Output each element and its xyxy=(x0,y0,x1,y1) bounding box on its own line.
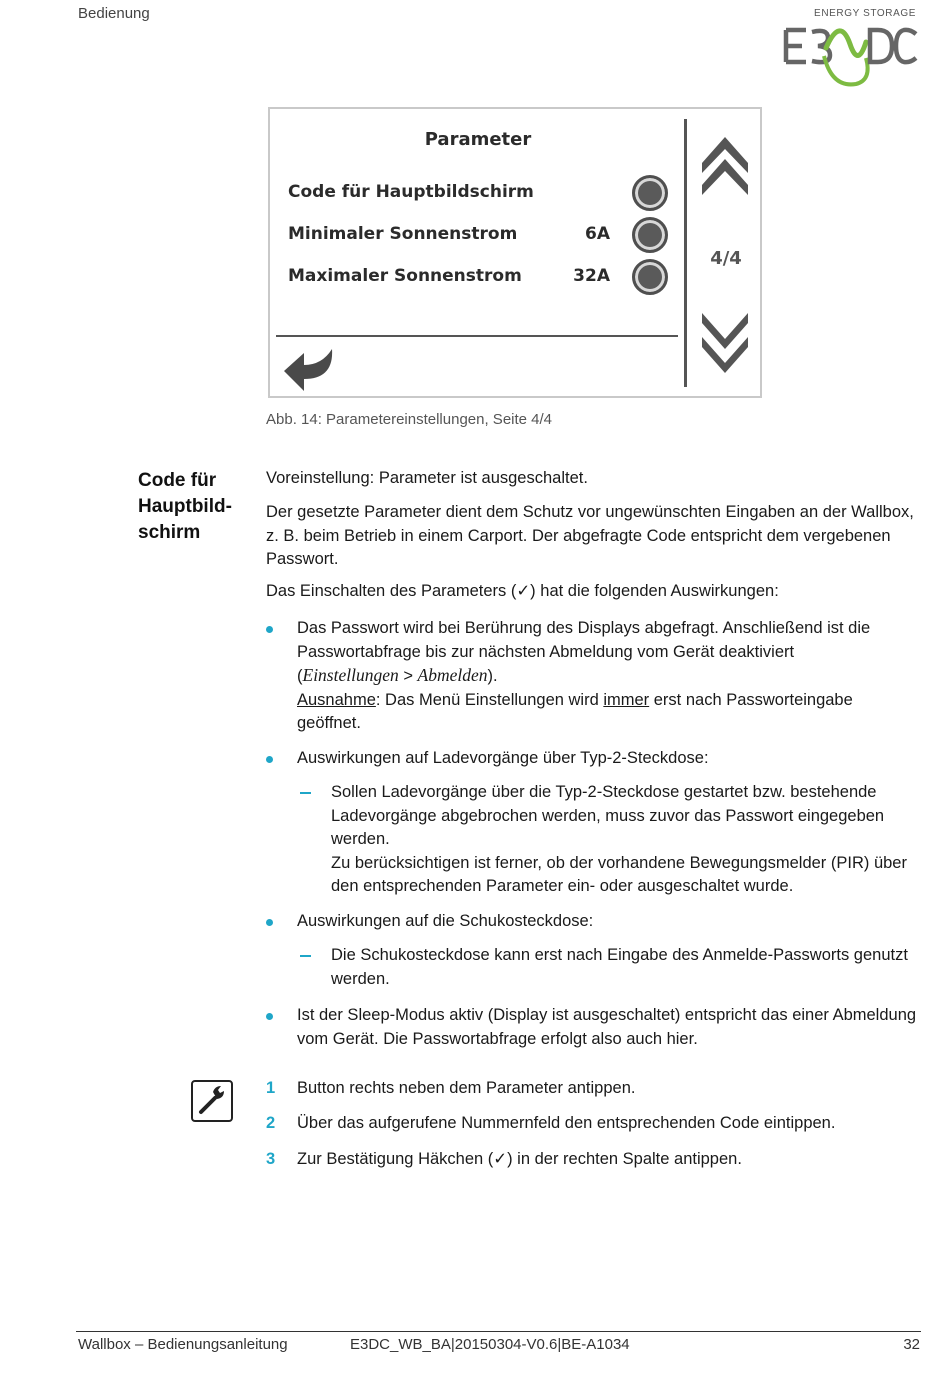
exception-text-end: erst nach Passworteingabe geöffnet. xyxy=(297,690,853,732)
dash-marker xyxy=(300,792,311,794)
bullet-item-password-prompt xyxy=(297,617,917,736)
side-heading-line: Code für xyxy=(138,470,217,491)
figure-caption: Abb. 14: Parametereinstellungen, Seite 4/4 xyxy=(266,411,553,428)
page-down-icon[interactable] xyxy=(698,309,752,379)
exception-emphasis: immer xyxy=(603,690,650,709)
bullet-item-sleep-mode xyxy=(297,1004,917,1051)
logo-tagline: ENERGY STORAGE xyxy=(814,8,916,19)
page-number: 32 xyxy=(903,1336,920,1353)
footer-document-id: E3DC_WB_BA|20150304-V0.6|BE-A1034 xyxy=(350,1336,630,1353)
step-number: 3 xyxy=(266,1150,276,1168)
bullet-item-schuko-socket xyxy=(297,910,917,934)
wrench-icon xyxy=(191,1080,233,1122)
wrench-glyph xyxy=(193,1082,230,1119)
side-heading-line: schirm xyxy=(138,522,201,543)
bullet-text: Ist der Sleep-Modus aktiv (Display ist ausgeschaltet) entspricht das einer Abmeldung vom Gerät. Die Passwortabfrage erfolgt also auch hier. xyxy=(297,1006,917,1048)
bullet-dot xyxy=(266,756,273,763)
parameter-row-min-current xyxy=(288,217,668,251)
screen-divider xyxy=(276,335,678,337)
side-heading xyxy=(138,468,258,546)
sub-item-text: Sollen Ladevorgänge über die Typ-2-Steckdose gestartet bzw. bestehende Ladevorgänge abgebrochen werden, muss zuvor das Passwort eingegeben werden. xyxy=(331,783,885,848)
bullet-item-type2-socket xyxy=(297,747,917,771)
close-paren: ). xyxy=(487,667,498,685)
sub-item-text-pir: Zu berücksichtigen ist ferner, ob der vorhandene Bewegungsmelder (PIR) über den entsprechenden Parameter ein- oder ausgeschaltet wurde. xyxy=(331,853,907,895)
step-item xyxy=(266,1112,917,1136)
step-text: Button rechts neben dem Parameter antippen. xyxy=(297,1079,636,1097)
bullet-text: Das Passwort wird bei Berührung des Displays abgefragt. Anschließend ist die Passwortabfrage bis zur nächsten Abmeldung vom Gerät deaktiviert xyxy=(297,619,871,661)
toggle-button-code[interactable] xyxy=(632,175,668,211)
toggle-button-max-current[interactable] xyxy=(632,259,668,295)
screen-vertical-divider xyxy=(684,119,687,387)
step-text: Über das aufgerufene Nummernfeld den entsprechenden Code eintippen. xyxy=(297,1114,836,1132)
logo-graphic xyxy=(780,8,920,92)
sub-item-text: Die Schukosteckdose kann erst nach Eingabe des Anmelde-Passworts genutzt werden. xyxy=(331,946,908,988)
e3dc-logo xyxy=(780,8,920,92)
bullet-text: Auswirkungen auf die Schukosteckdose: xyxy=(297,912,594,930)
bullet-text: Auswirkungen auf Ladevorgänge über Typ-2-Steckdose: xyxy=(297,749,709,767)
step-item xyxy=(266,1148,917,1172)
open-paren: ( xyxy=(297,667,303,685)
sub-item-type2-password xyxy=(331,781,921,899)
paragraph-effects-intro: Das Einschalten des Parameters (✓) hat die folgenden Auswirkungen: xyxy=(266,582,779,600)
parameter-screen-figure xyxy=(268,107,762,398)
sub-item-schuko-password xyxy=(331,944,921,991)
footer-document-title: Wallbox – Bedienungsanleitung xyxy=(78,1336,288,1353)
menu-path-settings: Einstellungen xyxy=(302,665,399,685)
back-arrow-icon[interactable] xyxy=(282,345,338,393)
parameter-label: Maximaler Sonnenstrom xyxy=(288,266,522,286)
paragraph-purpose: Der gesetzte Parameter dient dem Schutz vor ungewünschten Eingaben an der Wallbox, z. B. beim Betrieb in einem Carport. Der abgefragte Code entspricht dem vergebenen Passwort. xyxy=(266,503,914,568)
menu-path-logout: Abmelden xyxy=(417,665,488,685)
screen-title: Parameter xyxy=(424,129,532,150)
side-heading-line: Hauptbild- xyxy=(138,496,232,517)
bullet-dot xyxy=(266,1013,273,1020)
toggle-button-min-current[interactable] xyxy=(632,217,668,253)
step-number: 1 xyxy=(266,1079,276,1097)
parameter-label: Code für Hauptbildschirm xyxy=(288,182,534,202)
footer-rule xyxy=(76,1331,921,1332)
parameter-row-max-current xyxy=(288,259,668,293)
dash-marker xyxy=(300,955,311,957)
parameter-row-code xyxy=(288,175,668,209)
parameter-value: 6A xyxy=(585,224,610,244)
page-indicator: 4/4 xyxy=(710,248,742,269)
bullet-dot xyxy=(266,626,273,633)
step-text: Zur Bestätigung Häkchen (✓) in der rechten Spalte antippen. xyxy=(297,1150,742,1168)
exception-label: Ausnahme xyxy=(297,690,376,709)
parameter-label: Minimaler Sonnenstrom xyxy=(288,224,518,244)
path-separator: > xyxy=(398,667,418,685)
bullet-dot xyxy=(266,919,273,926)
step-number: 2 xyxy=(266,1114,276,1132)
paragraph-default-setting: Voreinstellung: Parameter ist ausgeschaltet. xyxy=(266,469,588,487)
parameter-value: 32A xyxy=(573,266,610,286)
exception-text: : Das Menü Einstellungen wird xyxy=(375,690,604,709)
step-item xyxy=(266,1077,917,1101)
section-title: Bedienung xyxy=(78,5,150,22)
page-up-icon[interactable] xyxy=(698,127,752,197)
